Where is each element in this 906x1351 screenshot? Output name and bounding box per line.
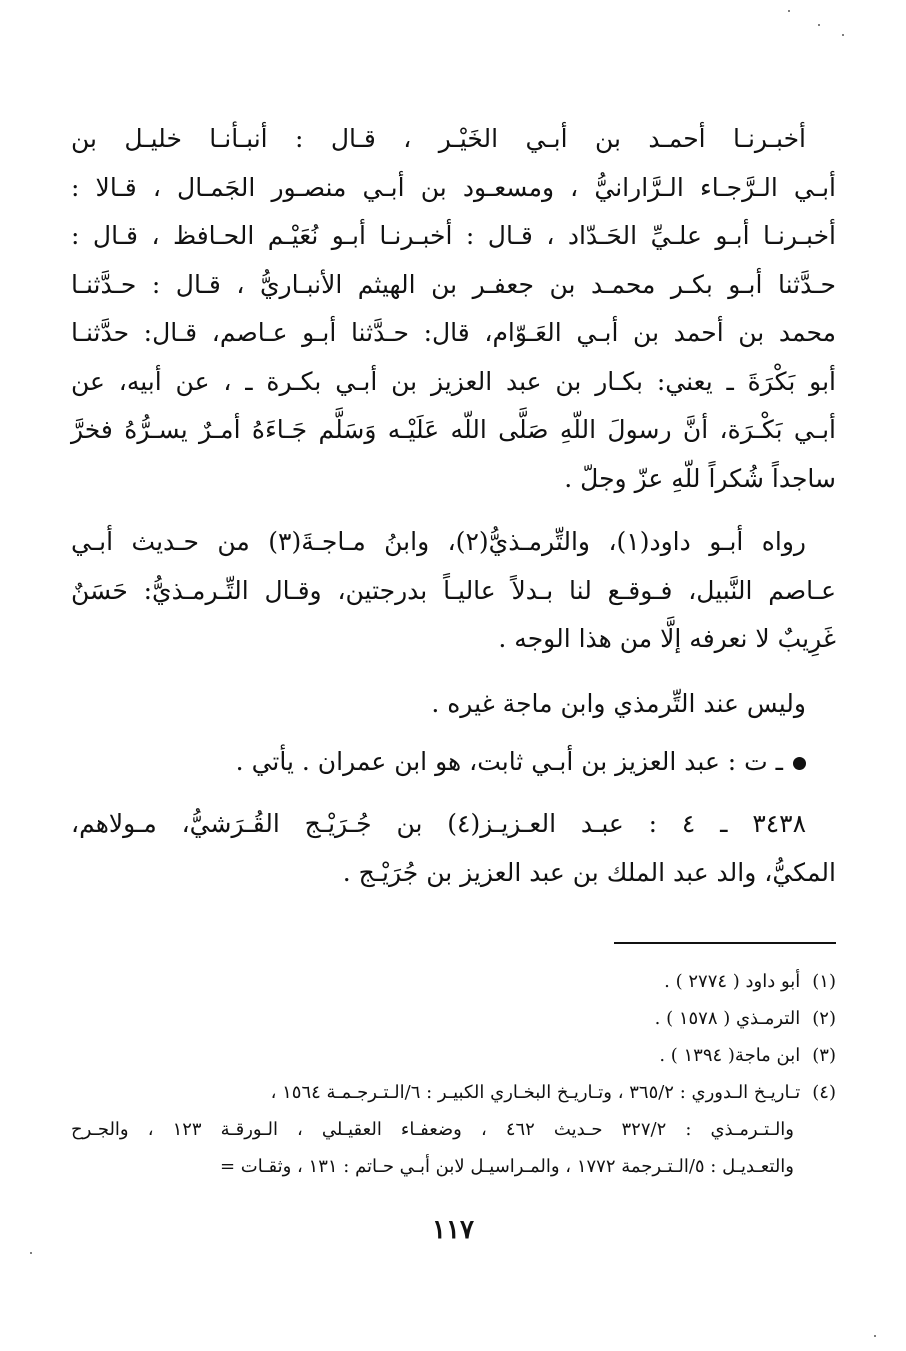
text-line: وليس عند التِّرمذي وابن ماجة غيره .	[431, 689, 806, 718]
biography-entry	[71, 800, 836, 897]
text-line: غَرِيبٌ لا نعرفه إلَّا من هذا الوجه .	[498, 624, 836, 653]
bullet-text: ـ ت : عبد العزيز بن أبـي ثابت، هو ابن عمران . يأتي .	[235, 747, 783, 776]
text-line: المكيُّ، والد عبد الملك بن عبد العزيز بن جُرَيْـج .	[342, 857, 836, 887]
footnote-divider	[614, 942, 836, 944]
text-line: أبـي الـرَّجـاء الـرَّارانيُّ ، ومسعـود بن أبـي منصـور الجَمـال ، قـالا :	[71, 172, 836, 202]
text-line: أخبـرنـا أحمـد بن أبـي الخَيْـر ، قـال : أنبـأنـا خليـل بن	[71, 124, 806, 153]
footnote-1	[71, 963, 836, 1000]
footnote-text: أبو داود ( ٢٧٧٤ ) .	[664, 971, 801, 992]
text-line: أبو بَكْرَةَ ـ يعني: بكـار بن عبد العزيز بن أبـي بكـرة ـ ، عن أبيه، عن	[71, 366, 836, 396]
page-number: ١١٧	[432, 1215, 474, 1245]
footnote-2	[71, 1000, 836, 1037]
text-line: ساجداً شُكراً للّهِ عزّ وجلّ .	[564, 463, 836, 493]
footnote-4-continuation: والتعـديـل : ٥/الـتـرجمة ١٧٧٢ ، والمـراسيـل لابن أبـي حـاتم : ١٣١ ، وثقـات =	[219, 1156, 794, 1177]
text-line: أبـي بَكْـرَة، أنَّ رسولَ اللّهِ صَلَّى اللّه عَلَيْـه وَسَلَّم جَـاءَهُ أمـرٌ يسـرُّهُ فخرَّ	[71, 415, 836, 444]
footnote-number: (٤)	[812, 1082, 836, 1103]
scan-speck	[788, 10, 790, 12]
text-line: أخبـرنـا أبـو علـيِّ الحَـدّاد ، قـال : أخبـرنـا أبـو نُعَيْـم الحـافظ ، قـال :	[71, 221, 836, 250]
footnotes	[71, 963, 836, 1185]
bullet-icon	[793, 757, 806, 770]
scan-speck	[30, 1252, 32, 1254]
text-line: حـدَّثنا أبـو بكـر محمـد بن جعفـر بن الهيثم الأنبـاريُّ ، قـال : حـدَّثنـا	[71, 269, 836, 299]
bullet-entry	[71, 738, 836, 787]
footnote-3	[71, 1037, 836, 1074]
text-line	[71, 738, 836, 787]
scan-speck	[874, 1335, 876, 1337]
text-line: رواه أبـو داود(١)، والتِّرمـذيُّ(٢)، وابنُ مـاجـةَ(٣) من حـديث أبـي	[71, 527, 806, 556]
footnote-number: (٣)	[812, 1045, 836, 1066]
footnote-text: ابن ماجة( ١٣٩٤ ) .	[659, 1045, 801, 1066]
footnote-4-continuation: والـتـرمـذي : ٣٢٧/٢ حـديث ٤٦٢ ، وضعفـاء العقيـلي ، الـورقـة ١٢٣ ، والجـرح	[71, 1119, 795, 1140]
scan-speck	[842, 34, 844, 36]
paragraph-isnad	[71, 115, 836, 503]
footnote-text: الترمـذي ( ١٥٧٨ ) .	[654, 1008, 801, 1029]
text-line: ٣٤٣٨ ـ ٤ : عبـد العـزيـز(٤) بن جُـرَيْـج القُـرَشيُّ، مـولاهم،	[71, 809, 807, 838]
footnote-number: (٢)	[812, 1008, 836, 1029]
text-line: محمد بن أحمد بن أبـي العَـوّام، قال: حـدَّثنا أبـو عـاصم، قـال: حدَّثنـا	[71, 318, 836, 347]
footnote-text: تـاريـخ الـدوري : ٣٦٥/٢ ، وتـاريـخ البخـاري الكبيـر : ٦/الـتـرجـمـة ١٥٦٤ ،	[270, 1082, 801, 1103]
scan-speck	[818, 24, 820, 26]
footnote-4	[71, 1074, 836, 1111]
text-line: عـاصم النَّبيل، فـوقـع لنا بـدلاً عاليـاً بدرجتين، وقـال التِّـرمـذيُّ: حَسَنٌ	[71, 575, 836, 605]
footnote-number: (١)	[812, 971, 836, 992]
paragraph-note	[71, 680, 836, 729]
paragraph-takhrij	[71, 518, 836, 664]
